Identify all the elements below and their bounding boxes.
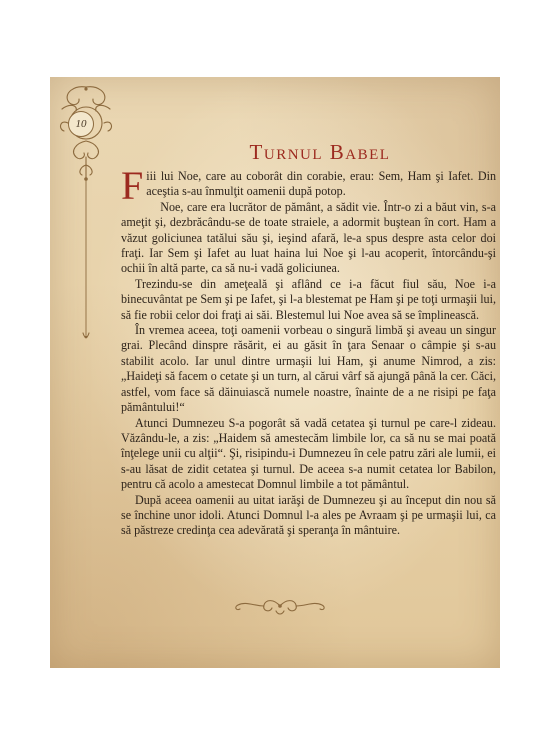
paragraph-2: Noe, care era lucrător de pământ, a sădit vie. Într-o zi a băut vin, s-a ameţit şi, dezbrăcându-se de toate straiele, a adormit buştean în cort. Ham a văzut goliciunea tatălui său şi, ieşind afară, le-a spus despre asta celor doi fraţi. Iar Sem şi Iafet au luat haina lui Noe şi l-au acoperit, întorcându-şi ochii în altă parte, ca să nu-i vadă goliciunea. bbox=[121, 199, 496, 276]
paragraph-5: Atunci Dumnezeu S-a pogorât să vadă cetatea şi turnul pe care-l zideau. Văzându-le, a zis: „Haidem să amestecăm limbile lor, ca să nu se mai poată înţelege unii cu alţii“. Şi, risipindu-i Dumnezeu în cele patru zări ale lumii, ei s-au lăsat de zidit cetatea şi turnul. De aceea s-a numit cetatea lor Babilon, pentru că acolo a amestecat Domnul limbile a tot pământul. bbox=[121, 415, 496, 492]
scroll-flourish-icon bbox=[230, 595, 330, 617]
book-page bbox=[50, 77, 500, 668]
page-number: 10 bbox=[68, 111, 94, 137]
paragraph-4: În vremea aceea, toţi oamenii vorbeau o singură limbă şi aveau un singur grai. Plecând dinspre răsărit, ei au găsit în ţara Senaar o câmpie şi s-au stabilit acolo. Iar unul dintre urmaşii lui Ham, şi anume Nimrod, a zis: „Haideţi să facem o cetate şi un turn, al cărui vârf să ajungă până la cer. Căci, astfel, vom face să dăinuiască numele noastre, înainte de a ne risipi pe faţa pământului!“ bbox=[121, 323, 496, 415]
chapter-text bbox=[121, 163, 496, 539]
paragraph-1 bbox=[121, 163, 496, 208]
paragraph-6: După aceea oamenii au uitat iarăşi de Dumnezeu şi au început din nou să se închine unor idoli. Atunci Domnul l-a ales pe Avraam şi pe urmaşii lui, ca să păstreze credinţa cea adevărată şi speranţa în mântuire. bbox=[121, 492, 496, 538]
paragraph-1-text: iii lui Noe, care au coborât din corabie, erau: Sem, Ham şi Iafet. Din aceştia s-au înmulţit oamenii după potop. bbox=[146, 169, 496, 199]
drop-cap: F bbox=[121, 163, 144, 208]
paragraph-3: Trezindu-se din ameţeală şi aflând ce i-a făcut fiul său, Noe i-a binecuvântat pe Sem şi pe Iafet, şi l-a blestemat pe Ham şi pe toţi urmaşii lui, să fie robii celor doi fraţi ai săi. Blestemul lui Noe avea să se împlinească. bbox=[121, 276, 496, 322]
chapter-title: Turnul Babel bbox=[249, 140, 391, 164]
